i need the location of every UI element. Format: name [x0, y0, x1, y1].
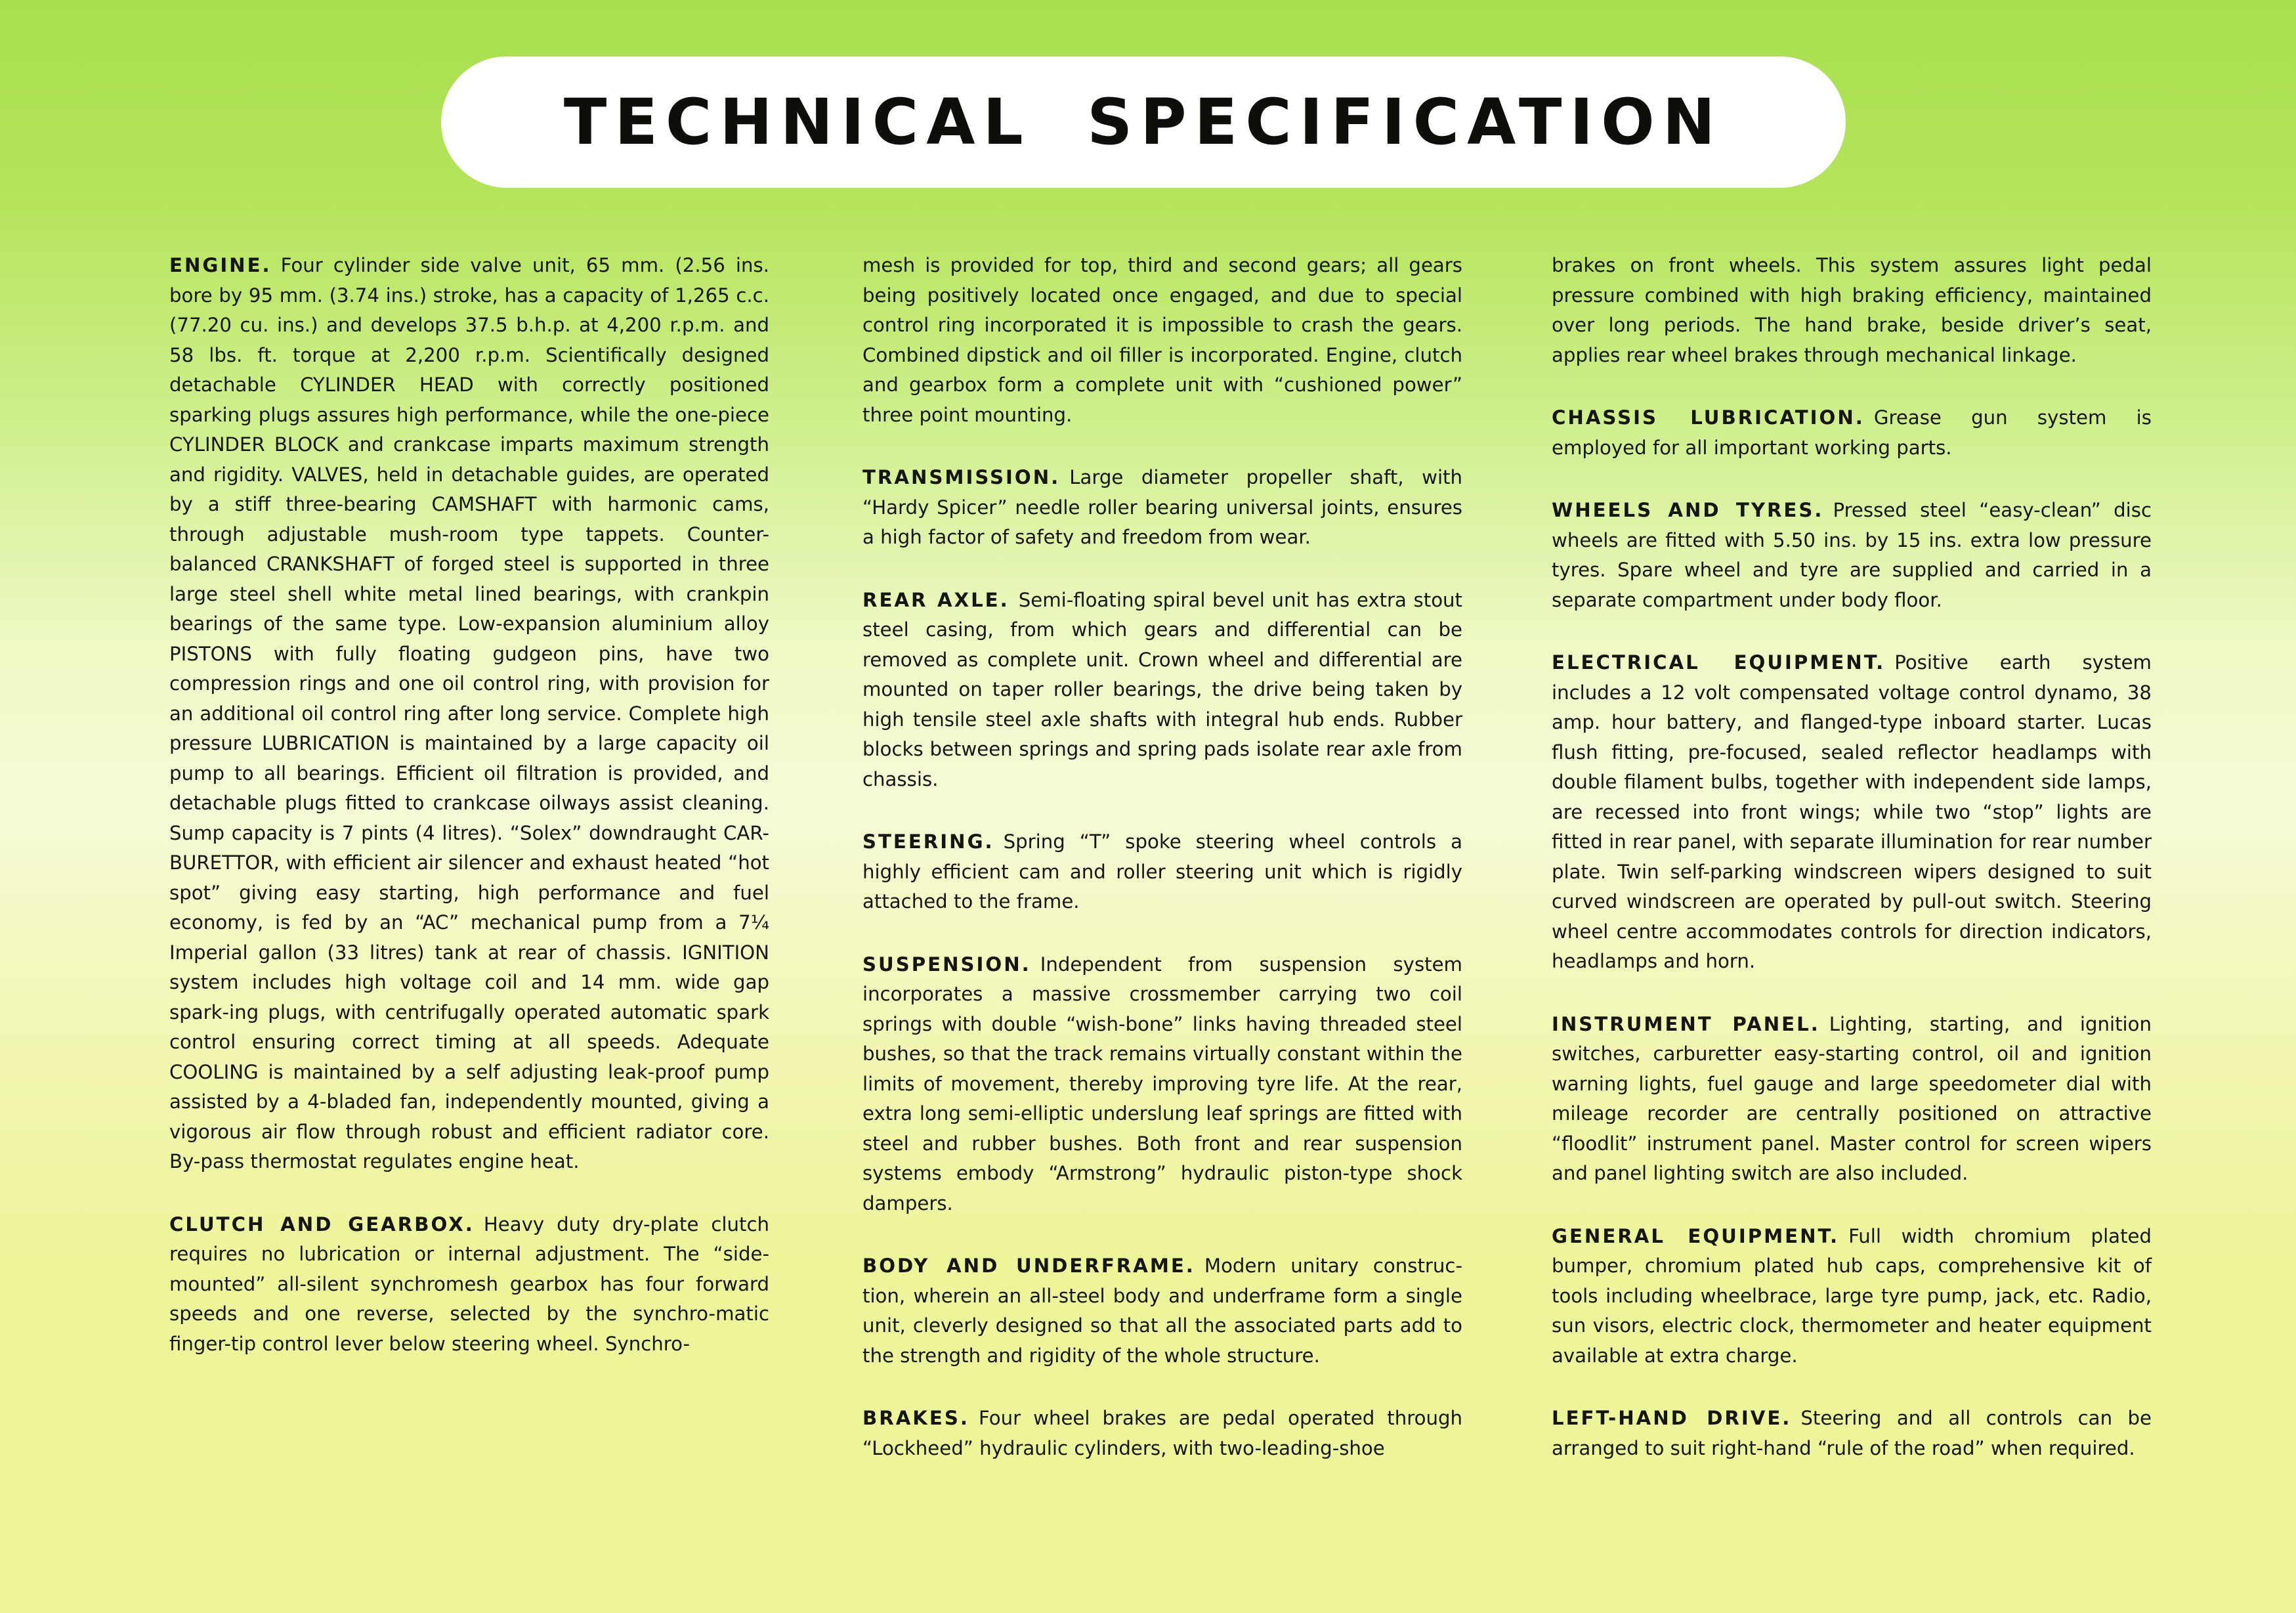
section-heading: STEERING. [862, 830, 994, 853]
spec-column-2 [862, 251, 1462, 1496]
section-heading: TRANSMISSION. [862, 466, 1061, 488]
spec-section-clutch-and-gearbox [169, 1210, 769, 1360]
page-title: TECHNICAL SPECIFICATION [563, 85, 1724, 159]
spec-section-left-hand-drive [1552, 1404, 2152, 1463]
section-heading: ELECTRICAL EQUIPMENT. [1552, 651, 1886, 674]
spec-section-electrical-equipment [1552, 648, 2152, 977]
spec-section-transmission [862, 463, 1462, 553]
section-body: Pressed steel “easy-clean” disc wheels are fitted with 5.50 ins. by 15 ins. extra low pressure tyres. Spare wheel and tyre are supplied and carried in a separate compartment under body floor. [1552, 499, 2152, 611]
spec-section-brakes-continued [1552, 251, 2152, 370]
spec-section-general-equipment [1552, 1222, 2152, 1371]
spec-section-steering [862, 827, 1462, 917]
spec-section-body-and-underframe [862, 1251, 1462, 1371]
spec-column-1 [169, 251, 769, 1392]
section-heading: LEFT-HAND DRIVE. [1552, 1407, 1792, 1429]
spec-section-rear-axle [862, 586, 1462, 795]
section-heading: CHASSIS LUBRICATION. [1552, 406, 1865, 429]
section-heading: GENERAL EQUIPMENT. [1552, 1224, 1840, 1247]
section-body: Steering and all controls can be arranged to suit right-hand “rule of the road” when required. [1552, 1407, 2152, 1459]
section-heading: WHEELS AND TYRES. [1552, 499, 1824, 521]
section-body: mesh is provided for top, third and second gears; all gears being positively located once engaged, and due to special control ring incorporated it is impossible to crash the gears. Combined dipstick and oil filler is incorporated. Engine, clutch and gearbox form a complete unit with “cushioned power” three point mounting. [862, 254, 1462, 426]
section-body: Four wheel brakes are pedal operated through “Lockheed” hydraulic cylinders, with two-leading-shoe [862, 1407, 1462, 1459]
section-body: Spring “T” spoke steering wheel controls a highly efficient cam and roller steering unit which is rigidly attached to the frame. [862, 830, 1462, 913]
section-body: Modern unitary construc-tion, wherein an all-steel body and underframe form a single unit, cleverly designed so that all the associated parts add to the strength and rigidity of the whole structure. [862, 1255, 1462, 1367]
spec-section-brakes [862, 1404, 1462, 1463]
section-heading: INSTRUMENT PANEL. [1552, 1012, 1820, 1035]
section-heading: REAR AXLE. [862, 588, 1010, 611]
section-body: Semi-floating spiral bevel unit has extra stout steel casing, from which gears and differential can be removed as complete unit. Crown wheel and differential are mounted on taper roller bearings, the drive being taken by high tensile steel axle shafts with integral hub ends. Rubber blocks between springs and spring pads isolate rear axle from chassis. [862, 588, 1462, 790]
section-body: brakes on front wheels. This system assures light pedal pressure combined with high braking efficiency, maintained over long periods. The hand brake, beside driver’s seat, applies rear wheel brakes through mechanical linkage. [1552, 254, 2152, 366]
spec-section-instrument-panel [1552, 1010, 2152, 1189]
section-heading: SUSPENSION. [862, 953, 1031, 976]
section-body: Four cylinder side valve unit, 65 mm. (2.56 ins. bore by 95 mm. (3.74 ins.) stroke, has a capacity of 1,265 c.c. (77.20 cu. ins.) and develops 37.5 b.h.p. at 4,200 r.p.m. and 58 lbs. ft. torque at 2,200 r.p.m. Scientifically designed detachable CYLINDER HEAD with correctly positioned sparking plugs assures high performance, while the one-piece CYLINDER BLOCK and crankcase imparts maximum strength and rigidity. VALVES, held in detachable guides, are operated by a stiff three-bearing CAMSHAFT with harmonic cams, through adjustable mush-room type tappets. Counter-balanced CRANKSHAFT of forged steel is supported in three large steel shell white metal lined bearings, with crankpin bearings of the same type. Low-expansion aluminium alloy PISTONS with fully floating gudgeon pins, have two compression rings and one oil control ring, with provision for an additional oil control ring after long service. Complete high pressure LUBRICATION is maintained by a large capacity oil pump to all bearings. Efficient oil filtration is provided, and detachable plugs fitted to crankcase oilways assist cleaning. Sump capacity is 7 pints (4 litres). “Solex” downdraught CAR-BURETTOR, with efficient air silencer and exhaust heated “hot spot” giving easy starting, high performance and fuel economy, is fed by an “AC” mechanical pump from a 7¼ Imperial gallon (33 litres) tank at rear of chassis. IGNITION system includes high voltage coil and 14 mm. wide gap spark-ing plugs, with centrifugally operated automatic spark control ensuring correct timing at all speeds. Adequate COOLING is maintained by a self adjusting leak-proof pump assisted by a 4-bladed fan, independently mounted, giving a vigorous air flow through robust and efficient radiator core. By-pass thermostat regulates engine heat. [169, 254, 769, 1172]
spec-section-suspension [862, 950, 1462, 1219]
section-body: Positive earth system includes a 12 volt compensated voltage control dynamo, 38 amp. hour battery, and flanged-type inboard starter. Lucas flush fitting, pre-focused, sealed reflector headlamps with double filament bulbs, together with independent side lamps, are recessed into front wings; while two “stop” lights are fitted in rear panel, with separate illumination for rear number plate. Twin self-parking windscreen wipers designed to suit curved windscreen are operated by pull-out switch. Steering wheel centre accommodates controls for direction indicators, headlamps and horn. [1552, 651, 2152, 972]
section-body: Heavy duty dry-plate clutch requires no lubrication or internal adjustment. The “side-mounted” all-silent synchromesh gearbox has four forward speeds and one reverse, selected by the synchro-matic finger-tip control lever below steering wheel. Synchro- [169, 1213, 769, 1355]
spec-column-3 [1552, 251, 2152, 1496]
section-heading: CLUTCH AND GEARBOX. [169, 1213, 475, 1236]
section-body: Grease gun system is employed for all important working parts. [1552, 406, 2152, 459]
spec-section-gearbox-continued [862, 251, 1462, 430]
title-banner [441, 56, 1846, 188]
section-body: Full width chromium plated bumper, chromium plated hub caps, comprehensive kit of tools including wheelbrace, large tyre pump, jack, etc. Radio, sun visors, electric clock, thermometer and heater equipment available at extra charge. [1552, 1224, 2152, 1367]
section-body: Lighting, starting, and ignition switches, carburetter easy-starting control, oil and ignition warning lights, fuel gauge and large speedometer dial with mileage recorder are centrally positioned on attractive “floodlit” instrument panel. Master control for screen wipers and panel lighting switch are also included. [1552, 1012, 2152, 1184]
section-heading: ENGINE. [169, 254, 272, 276]
spec-section-chassis-lubrication [1552, 403, 2152, 463]
spec-section-wheels-and-tyres [1552, 496, 2152, 615]
section-body: Large diameter propeller shaft, with “Hardy Spicer” needle roller bearing universal joints, ensures a high factor of safety and freedom from wear. [862, 466, 1462, 548]
section-heading: BRAKES. [862, 1407, 969, 1429]
spec-section-engine [169, 251, 769, 1177]
section-heading: BODY AND UNDERFRAME. [862, 1255, 1195, 1277]
section-body: Independent from suspension system incorporates a massive crossmember carrying two coil springs with double “wish-bone” links having threaded steel bushes, so that the track remains virtually constant within the limits of movement, thereby improving tyre life. At the rear, extra long semi-elliptic underslung leaf springs are fitted with steel and rubber bushes. Both front and rear suspension systems embody “Armstrong” hydraulic piston-type shock dampers. [862, 953, 1462, 1215]
